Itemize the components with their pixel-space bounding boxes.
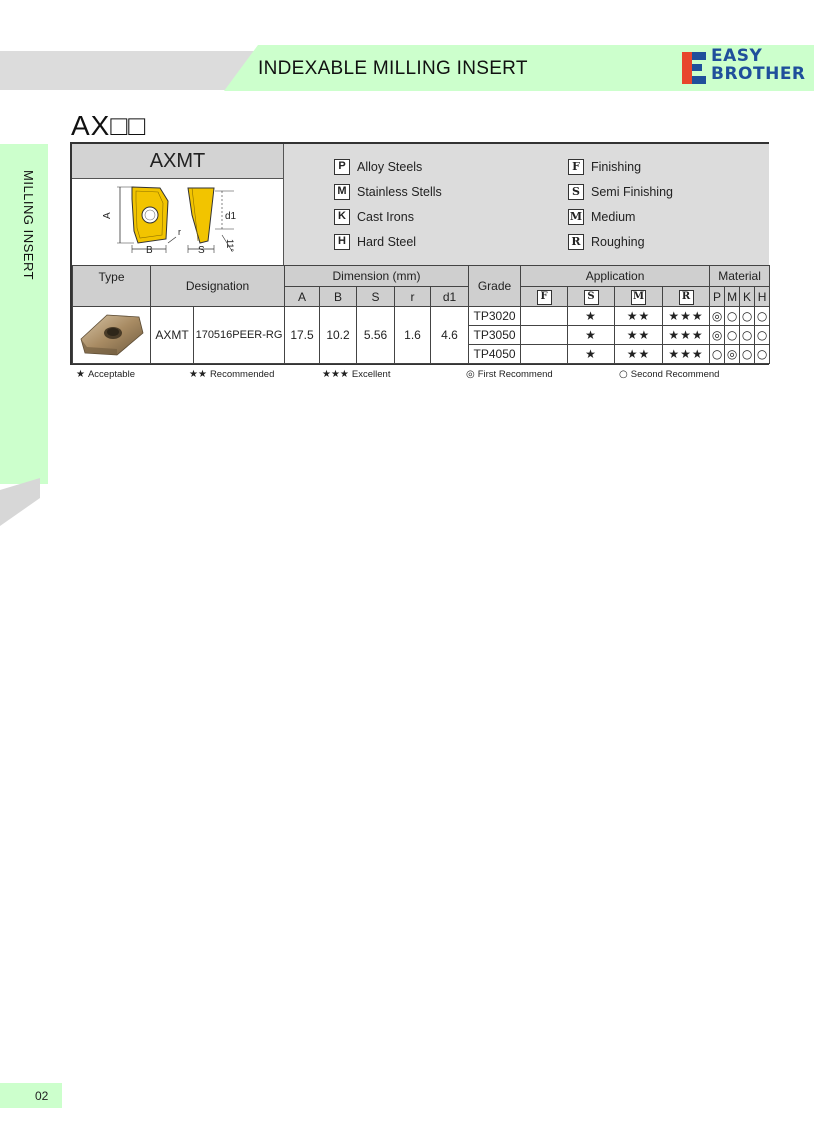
legend-material-h [334, 234, 416, 250]
dim-label-angle: 11° [225, 239, 235, 252]
brand-logo-line2: BROTHER [711, 64, 806, 84]
footnote-second-recommend [619, 369, 719, 380]
mat-col-k: K [740, 287, 755, 307]
legend [284, 144, 769, 265]
header-material: Material [710, 266, 770, 287]
app-cell-m: ★★ [615, 307, 663, 326]
app-cell-s: ★ [568, 326, 615, 345]
mat-cell-k: ○ [740, 345, 755, 364]
mat-cell-p: ○ [710, 345, 725, 364]
legend-material-label: Hard Steel [357, 235, 417, 249]
section-title: AX□□ [71, 110, 147, 141]
brand-logo-text [711, 47, 806, 83]
header-application: Application [521, 266, 710, 287]
brand-logo-line1: EASY [711, 46, 763, 66]
legend-application-code: R [568, 234, 584, 250]
footnote-label: Recommended [209, 369, 275, 380]
header-dimension: Dimension (mm) [285, 266, 469, 287]
header-gray-band [0, 51, 260, 90]
legend-application-code: M [569, 210, 583, 223]
header-designation: Designation [151, 266, 285, 307]
footnote-acceptable [76, 369, 135, 380]
footnote-recommended [189, 369, 274, 380]
side-tab-shadow [0, 478, 40, 526]
grade-cell: TP4050 [469, 345, 521, 364]
app-cell-f [521, 307, 568, 326]
insert-drawing [72, 179, 284, 265]
legend-application-s [568, 184, 673, 200]
legend-application-label: Medium [591, 210, 636, 224]
app-col-m-box: M [631, 290, 646, 305]
brand-logo [678, 47, 812, 87]
dim-value-s: 5.56 [357, 307, 395, 364]
dim-col-b: B [320, 287, 357, 307]
footnote-symbol: ◎ [466, 369, 475, 380]
legend-material-label: Stainless Stells [357, 185, 442, 199]
footnote-symbol: ★ [76, 369, 85, 380]
dim-col-r: r [395, 287, 431, 307]
footnote-label: Second Recommend [630, 369, 720, 380]
mat-col-p: P [710, 287, 725, 307]
page-number: 02 [35, 1089, 49, 1103]
mat-cell-m: ○ [725, 307, 740, 326]
footnote-label: Excellent [351, 369, 391, 380]
app-cell-r: ★★★ [663, 326, 710, 345]
mat-cell-h: ○ [755, 307, 770, 326]
mat-cell-k: ○ [740, 307, 755, 326]
dim-label-r: r [178, 227, 181, 237]
legend-material-p [334, 159, 422, 175]
legend-application-code: S [568, 184, 584, 200]
app-cell-r: ★★★ [663, 307, 710, 326]
legend-application-m [568, 209, 635, 225]
mat-cell-m: ○ [725, 326, 740, 345]
header-title: INDEXABLE MILLING INSERT [258, 58, 528, 79]
dim-value-a: 17.5 [285, 307, 320, 364]
app-cell-f [521, 326, 568, 345]
legend-material-m [334, 184, 442, 200]
table-row [73, 307, 770, 326]
grade-cell: TP3050 [469, 326, 521, 345]
header-type: Type [73, 266, 151, 307]
brand-logo-icon [678, 50, 708, 86]
insert-photo [73, 307, 151, 364]
app-cell-f [521, 345, 568, 364]
app-col-s [568, 287, 615, 307]
side-tab-label: MILLING INSERT [21, 170, 36, 281]
mat-cell-p: ◎ [710, 326, 725, 345]
app-col-s-box: S [584, 290, 599, 305]
legend-material-label: Alloy Steels [357, 160, 423, 174]
legend-material-k [334, 209, 414, 225]
dim-label-a: A [102, 212, 113, 219]
footnote-label: Acceptable [87, 369, 135, 380]
legend-application-r [568, 234, 645, 250]
dim-value-d1: 4.6 [431, 307, 469, 364]
legend-material-code: K [334, 209, 350, 225]
header-grade: Grade [469, 266, 521, 307]
legend-application-f [568, 159, 641, 175]
grade-cell: TP3020 [469, 307, 521, 326]
legend-application-label: Roughing [591, 235, 645, 249]
spec-table [70, 142, 769, 365]
footnote-excellent [322, 369, 390, 380]
legend-material-code: M [334, 184, 350, 200]
designation-part: 170516PEER-RG [194, 307, 285, 364]
product-name: AXMT [72, 144, 284, 179]
insert-data-table [72, 265, 770, 364]
app-col-m [615, 287, 663, 307]
legend-application-label: Finishing [591, 160, 642, 174]
dim-label-s: S [198, 245, 205, 256]
dim-label-d1: d1 [225, 211, 237, 222]
insert-drawing-icon [72, 179, 284, 265]
mat-col-h: H [755, 287, 770, 307]
legend-material-code: P [334, 159, 350, 175]
mat-cell-p: ◎ [710, 307, 725, 326]
dim-col-d1: d1 [431, 287, 469, 307]
app-col-f [521, 287, 568, 307]
page-number-tab [0, 1083, 62, 1108]
app-col-f-box: F [537, 290, 552, 305]
app-cell-m: ★★ [615, 326, 663, 345]
app-col-r [663, 287, 710, 307]
app-cell-r: ★★★ [663, 345, 710, 364]
app-cell-s: ★ [568, 345, 615, 364]
designation-code: AXMT [151, 307, 194, 364]
footnote-symbol: ★★★ [322, 369, 349, 380]
footnote-symbol: ○ [619, 369, 628, 380]
dim-value-r: 1.6 [395, 307, 431, 364]
legend-application-label: Semi Finishing [591, 185, 673, 199]
legend-material-code: H [334, 234, 350, 250]
dim-label-b: B [146, 245, 153, 256]
mat-cell-m: ◎ [725, 345, 740, 364]
mat-cell-h: ○ [755, 326, 770, 345]
insert-photo-icon [77, 309, 147, 359]
footnote-symbol: ★★ [189, 369, 207, 380]
dim-col-a: A [285, 287, 320, 307]
legend-application-code: F [568, 159, 584, 175]
app-cell-m: ★★ [615, 345, 663, 364]
dim-col-s: S [357, 287, 395, 307]
app-col-r-box: R [679, 290, 694, 305]
app-cell-s: ★ [568, 307, 615, 326]
legend-material-label: Cast Irons [357, 210, 414, 224]
footnote-label: First Recommend [477, 369, 553, 380]
footnote-first-recommend [466, 369, 553, 380]
mat-cell-k: ○ [740, 326, 755, 345]
dim-value-b: 10.2 [320, 307, 357, 364]
mat-col-m: M [725, 287, 740, 307]
mat-cell-h: ○ [755, 345, 770, 364]
